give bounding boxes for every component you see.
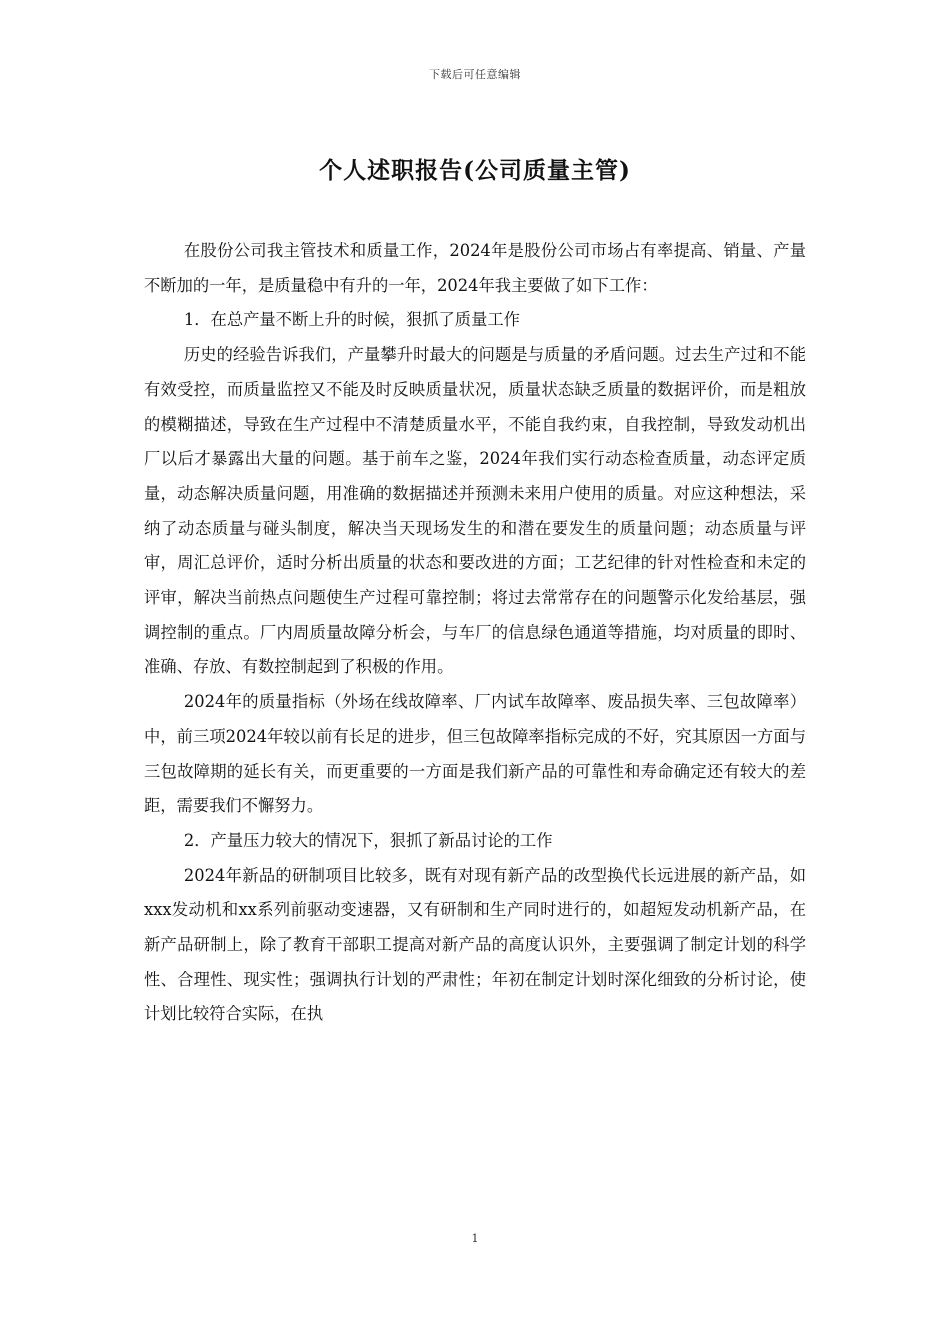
section-heading-1: 1．在总产量不断上升的时候，狠抓了质量工作 bbox=[183, 310, 520, 330]
body-paragraph-history: 历史的经验告诉我们，产量攀升时最大的问题是与质量的矛盾问题。过去生产过和不能有效受控，而质量监控又不能及时反映质量状况，质量状态缺乏质量的数据评价，而是粗放的模糊描述，导致在生产过程中不清楚质量水平，不能自我约束，自我控制，导致发动机出厂以后才暴露出大量的问题。基于前车之鉴，2024年我们实行动态检查质量，动态评定质量，动态解决质量问题，用准确的数据描述并预测未来用户使用的质量。对应这种想法，采纳了动态质量与碰头制度，解决当天现场发生的和潜在要发生的质量问题；动态质量与评审，周汇总评价，适时分析出质量的状态和要改进的方面；工艺纪律的针对性检查和未定的评审，解决当前热点问题使生产过程可靠控制；将过去常常存在的问题警示化发给基层，强调控制的重点。厂内周质量故障分析会，与车厂的信息绿色通道等措施，均对质量的即时、准确、存放、有数控制起到了积极的作用。 bbox=[144, 345, 806, 677]
page-header-note: 下载后可任意编辑 bbox=[429, 68, 521, 81]
body-paragraph-quality-metrics: 2024年的质量指标（外场在线故障率、厂内试车故障率、废品损失率、三包故障率）中，前三项2024年较以前有长足的进步，但三包故障率指标完成的不好，究其原因一方面与三包故障期的延长有关，而更重要的一方面是我们新产品的可靠性和寿命确定还有较大的差距，需要我们不懈努力。 bbox=[144, 692, 806, 816]
page-number: 1 bbox=[471, 1232, 479, 1245]
body-paragraph-intro: 在股份公司我主管技术和质量工作，2024年是股份公司市场占有率提高、销量、产量不断加的一年，是质量稳中有升的一年，2024年我主要做了如下工作： bbox=[144, 241, 806, 295]
document-title: 个人述职报告(公司质量主管) bbox=[319, 157, 631, 184]
body-paragraph-new-products: 2024年新品的研制项目比较多，既有对现有新产品的改型换代长远进展的新产品，如xxx发动机和xx系列前驱动变速器，又有研制和生产同时进行的，如超短发动机新产品，在新产品研制上，除了教育干部职工提高对新产品的高度认识外，主要强调了制定计划的科学性、合理性、现实性；强调执行计划的严肃性；年初在制定计划时深化细致的分析讨论，使计划比较符合实际，在执 bbox=[144, 865, 806, 1024]
document-body bbox=[144, 234, 806, 1032]
section-heading-2: 2．产量压力较大的情况下，狠抓了新品讨论的工作 bbox=[183, 830, 553, 850]
